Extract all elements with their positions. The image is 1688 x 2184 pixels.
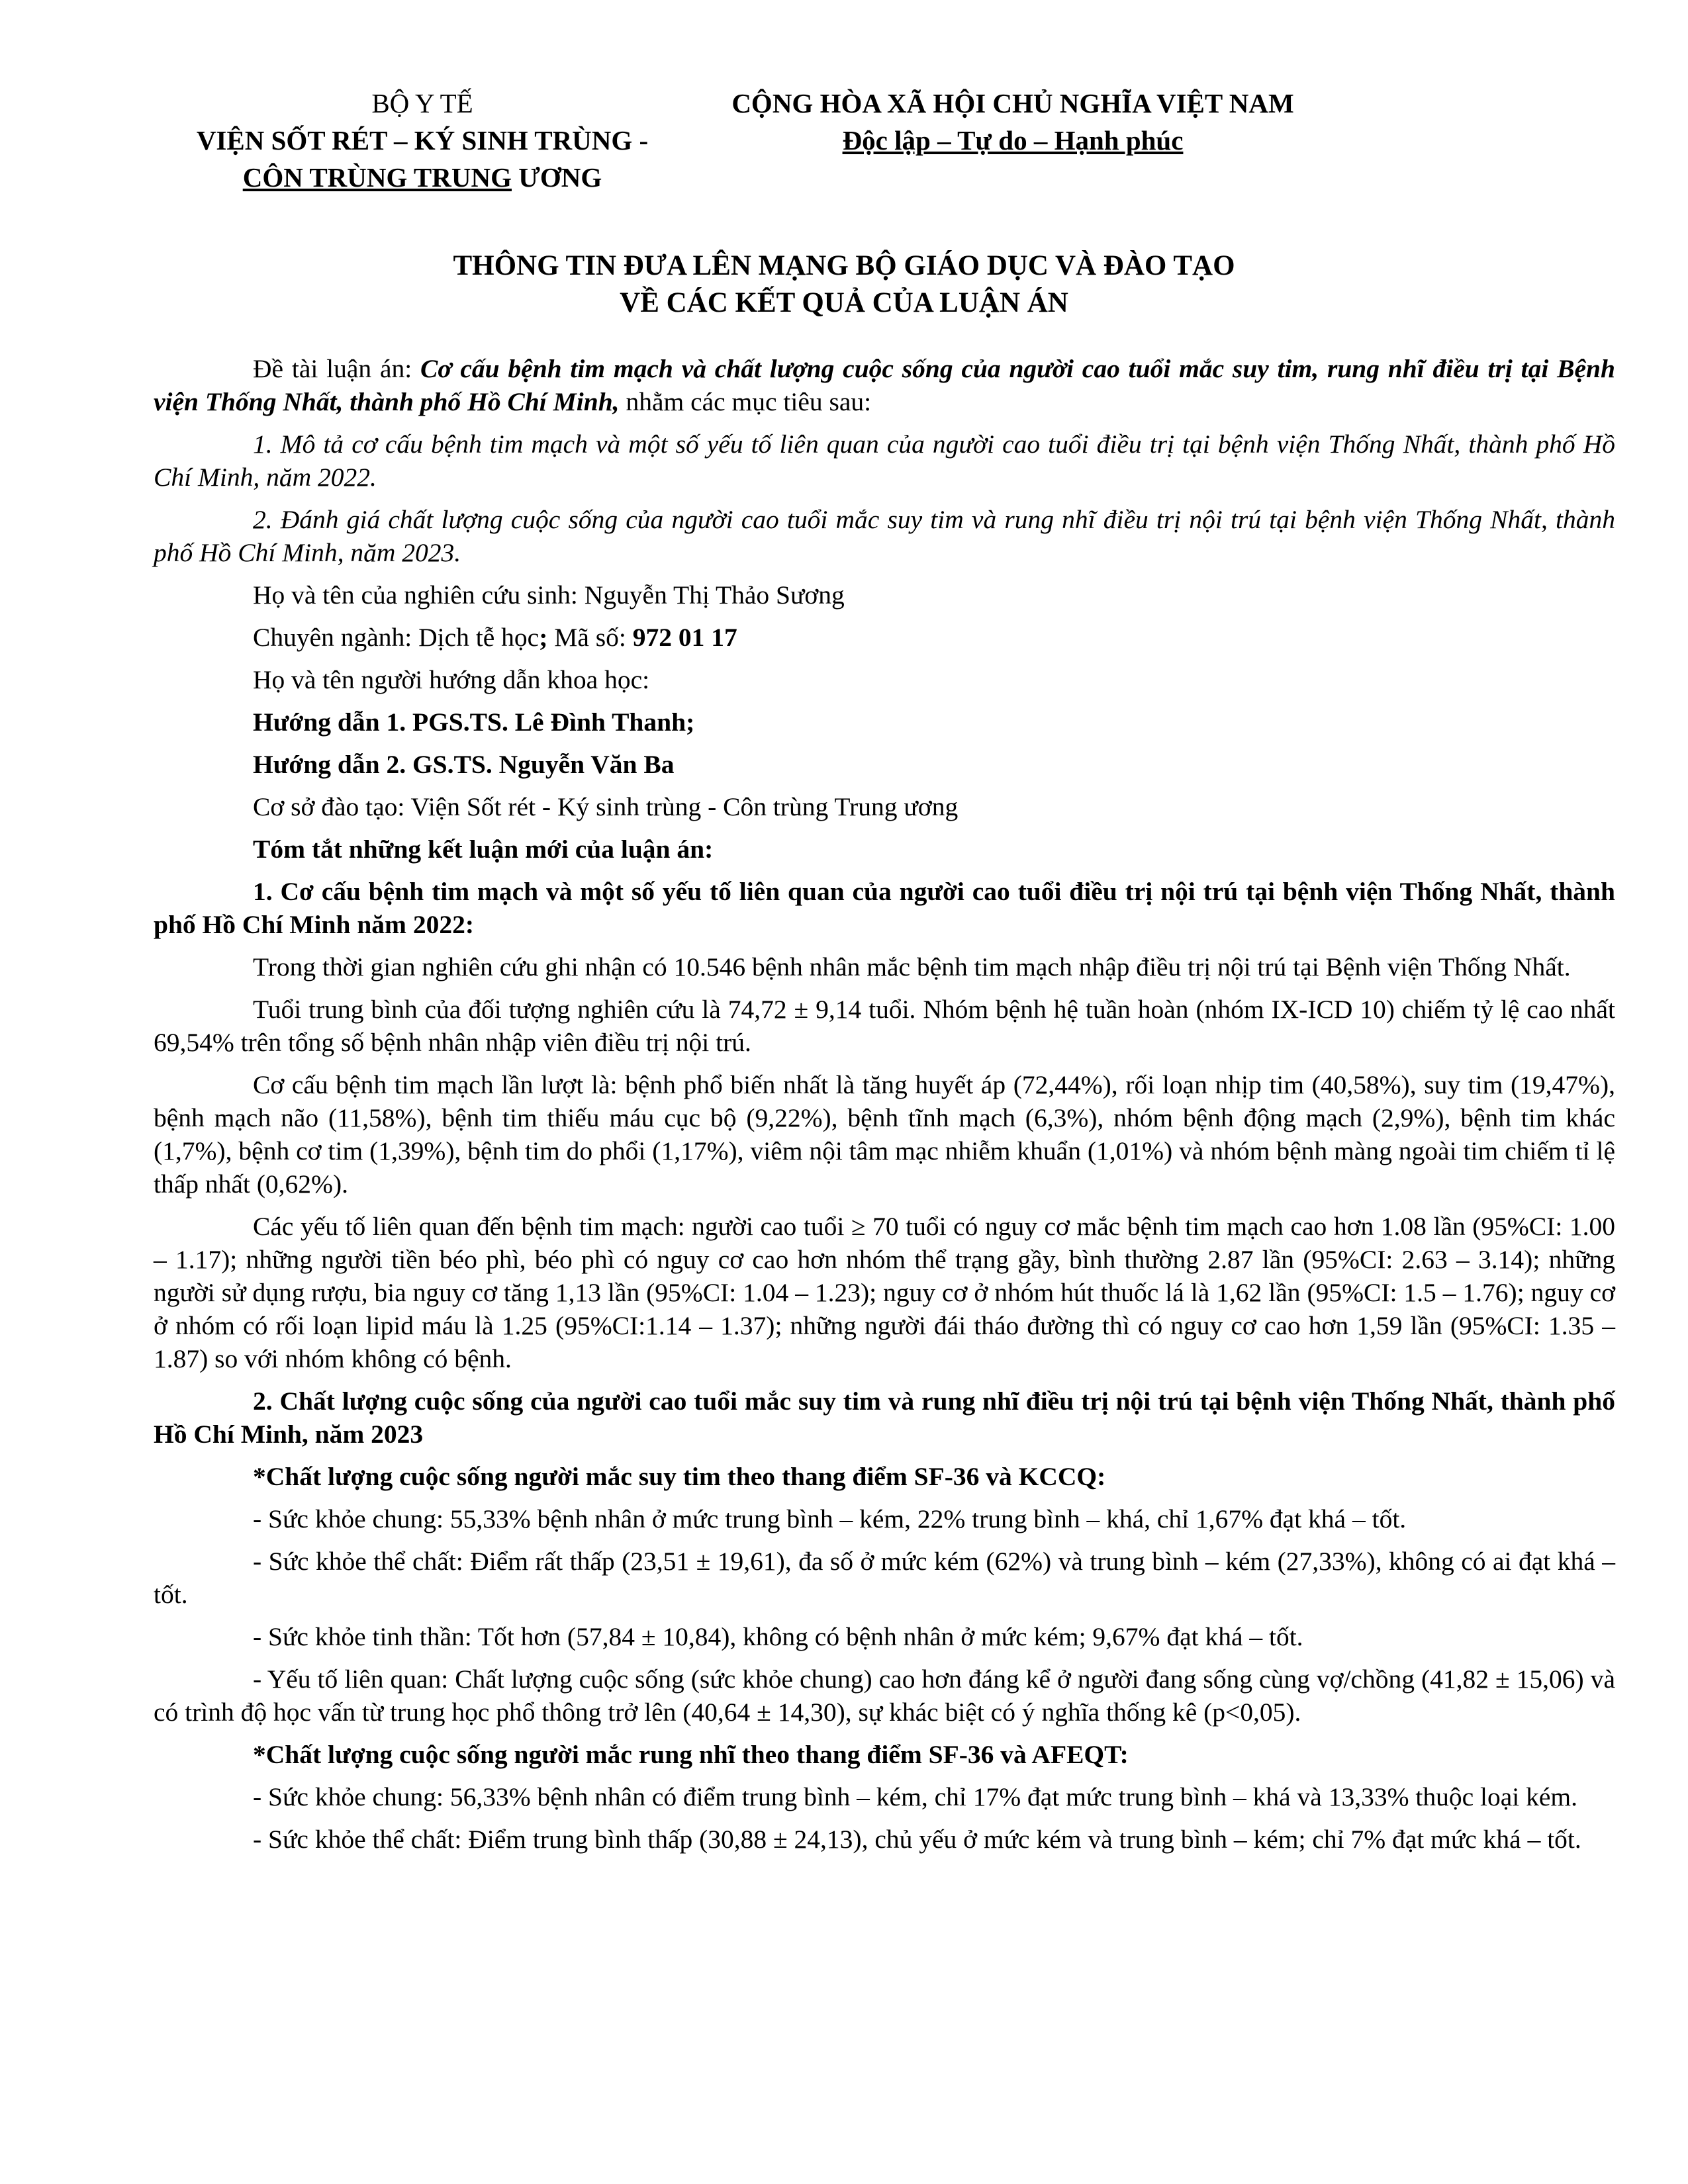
country-name: CỘNG HÒA XÃ HỘI CHỦ NGHĨA VIỆT NAM <box>731 88 1294 118</box>
document-body <box>154 352 1615 1865</box>
section1-paragraph-4: Các yếu tố liên quan đến bệnh tim mạch: người cao tuổi ≥ 70 tuổi có nguy cơ mắc bệnh tim mạch cao hơn 1.08 lần (95%CI: 1.00 – 1.17); những người tiền béo phì, béo phì có nguy cơ cao hơn nhóm thể trạng gầy, bình thường 2.87 lần (95%CI: 2.63 – 3.14); những người sử dụng rượu, bia nguy cơ tăng 1,13 lần (95%CI: 1.04 – 1.23); nguy cơ ở nhóm hút thuốc lá là 1,62 lần (95%CI: 1.5 – 1.76); nguy cơ ở nhóm có rối loạn lipid máu là 1.25 (95%CI:1.14 – 1.37); những người đái tháo đường thì có nguy cơ cao hơn 1,59 lần (95%CI: 1.35 – 1.87) so với nhóm không có bệnh. <box>154 1212 1615 1373</box>
major-line <box>154 621 1615 654</box>
institute-name-rest: ƯƠNG <box>511 162 602 193</box>
advisors-label: Họ và tên người hướng dẫn khoa học: <box>253 665 650 694</box>
advisor-1: Hướng dẫn 1. PGS.TS. Lê Đình Thanh; <box>253 707 695 737</box>
heart-failure-item-2: - Sức khỏe thể chất: Điểm rất thấp (23,51 ± 19,61), đa số ở mức kém (62%) và trung bình – kém (27,33%), không có ai đạt khá – tốt. <box>154 1547 1615 1609</box>
topic-title: Cơ cấu bệnh tim mạch và chất lượng cuộc sống của người cao tuổi mắc suy tim, rung nhĩ điều trị tại Bệnh viện Thống Nhất, thành phố Hồ Chí Minh, <box>154 354 1615 416</box>
summary-heading: Tóm tắt những kết luận mới của luận án: <box>253 835 714 864</box>
objective-2: 2. Đánh giá chất lượng cuộc sống của người cao tuổi mắc suy tim và rung nhĩ điều trị nội trú tại bệnh viện Thống Nhất, thành phố Hồ Chí Minh, năm 2023. <box>154 505 1615 567</box>
section2-heading: 2. Chất lượng cuộc sống của người cao tuổi mắc suy tim và rung nhĩ điều trị nội trú tại bệnh viện Thống Nhất, thành phố Hồ Chí Minh, năm 2023 <box>154 1387 1615 1449</box>
topic-label: Đề tài luận án: <box>253 354 421 383</box>
national-motto: Độc lập – Tự do – Hạnh phúc <box>842 125 1184 156</box>
atrial-fibrillation-item-1: - Sức khỏe chung: 56,33% bệnh nhân có điểm trung bình – kém, chỉ 17% đạt mức trung bình – khá và 13,33% thuộc loại kém. <box>253 1782 1577 1811</box>
section1-paragraph-3: Cơ cấu bệnh tim mạch lần lượt là: bệnh phổ biến nhất là tăng huyết áp (72,44%), rối loạn nhịp tim (40,58%), suy tim (19,47%), bệnh mạch não (11,58%), bệnh tim thiếu máu cục bộ (9,22%), bệnh tĩnh mạch (6,3%), nhóm bệnh động mạch (2,9%), bệnh tim khác (1,7%), bệnh cơ tim (1,39%), bệnh tim do phổi (1,17%), viêm nội tâm mạc nhiễm khuẩn (1,01%) và nhóm bệnh màng ngoài tim chiếm tỉ lệ thấp nhất (0,62%). <box>154 1070 1615 1199</box>
national-header <box>695 85 1331 159</box>
code-label: Mã số: <box>547 623 633 652</box>
atrial-fibrillation-item-2: - Sức khỏe thể chất: Điểm trung bình thấp (30,88 ± 24,13), chủ yếu ở mức kém và trung bình – kém; chỉ 7% đạt mức khá – tốt. <box>253 1825 1581 1854</box>
title-line1: THÔNG TIN ĐƯA LÊN MẠNG BỘ GIÁO DỤC VÀ ĐÀO TẠO <box>453 250 1235 281</box>
document-title <box>0 248 1688 322</box>
student-name: Họ và tên của nghiên cứu sinh: Nguyễn Thị Thảo Sương <box>253 580 845 610</box>
institution-line: Cơ sở đào tạo: Viện Sốt rét - Ký sinh trùng - Côn trùng Trung ương <box>253 792 959 821</box>
heart-failure-subheading: *Chất lượng cuộc sống người mắc suy tim theo thang điểm SF-36 và KCCQ: <box>253 1462 1106 1491</box>
major-label: Chuyên ngành: Dịch tễ học <box>253 623 539 652</box>
major-semicolon: ; <box>539 623 548 652</box>
title-line2: VỀ CÁC KẾT QUẢ CỦA LUẬN ÁN <box>620 287 1068 318</box>
atrial-fibrillation-subheading: *Chất lượng cuộc sống người mắc rung nhĩ theo thang điểm SF-36 và AFEQT: <box>253 1740 1129 1769</box>
section1-paragraph-2: Tuổi trung bình của đối tượng nghiên cứu là 74,72 ± 9,14 tuổi. Nhóm bệnh hệ tuần hoàn (nhóm IX-ICD 10) chiếm tỷ lệ cao nhất 69,54% trên tổng số bệnh nhân nhập viên điều trị nội trú. <box>154 995 1615 1057</box>
objective-1: 1. Mô tả cơ cấu bệnh tim mạch và một số yếu tố liên quan của người cao tuổi điều trị tại bệnh viện Thống Nhất, thành phố Hồ Chí Minh, năm 2022. <box>154 430 1615 492</box>
heart-failure-item-4: - Yếu tố liên quan: Chất lượng cuộc sống (sức khỏe chung) cao hơn đáng kể ở người đang sống cùng vợ/chồng (41,82 ± 15,06) và có trình độ học vấn từ trung học phổ thông trở lên (40,64 ± 14,30), sự khác biệt có ý nghĩa thống kê (p<0,05). <box>154 1664 1615 1727</box>
section1-paragraph-1: Trong thời gian nghiên cứu ghi nhận có 10.546 bệnh nhân mắc bệnh tim mạch nhập điều trị nội trú tại Bệnh viện Thống Nhất. <box>253 952 1571 981</box>
thesis-topic <box>154 352 1615 418</box>
advisor-2: Hướng dẫn 2. GS.TS. Nguyễn Văn Ba <box>253 750 675 779</box>
heart-failure-item-1: - Sức khỏe chung: 55,33% bệnh nhân ở mức trung bình – kém, 22% trung bình – khá, chỉ 1,67% đạt khá – tốt. <box>253 1504 1407 1533</box>
institute-name-line2 <box>151 159 694 196</box>
institute-name-line1: VIỆN SỐT RÉT – KÝ SINH TRÙNG - <box>196 125 649 156</box>
ministry-header <box>151 85 694 196</box>
topic-suffix: nhằm các mục tiêu sau: <box>619 387 872 416</box>
institute-name-underlined: CÔN TRÙNG TRUNG <box>242 162 512 193</box>
ministry-name: BỘ Y TẾ <box>371 88 473 118</box>
code-value: 972 01 17 <box>632 623 737 652</box>
section1-heading: 1. Cơ cấu bệnh tim mạch và một số yếu tố liên quan của người cao tuổi điều trị nội trú tại bệnh viện Thống Nhất, thành phố Hồ Chí Minh năm 2022: <box>154 877 1615 939</box>
heart-failure-item-3: - Sức khỏe tinh thần: Tốt hơn (57,84 ± 10,84), không có bệnh nhân ở mức kém; 9,67% đạt khá – tốt. <box>253 1622 1303 1651</box>
